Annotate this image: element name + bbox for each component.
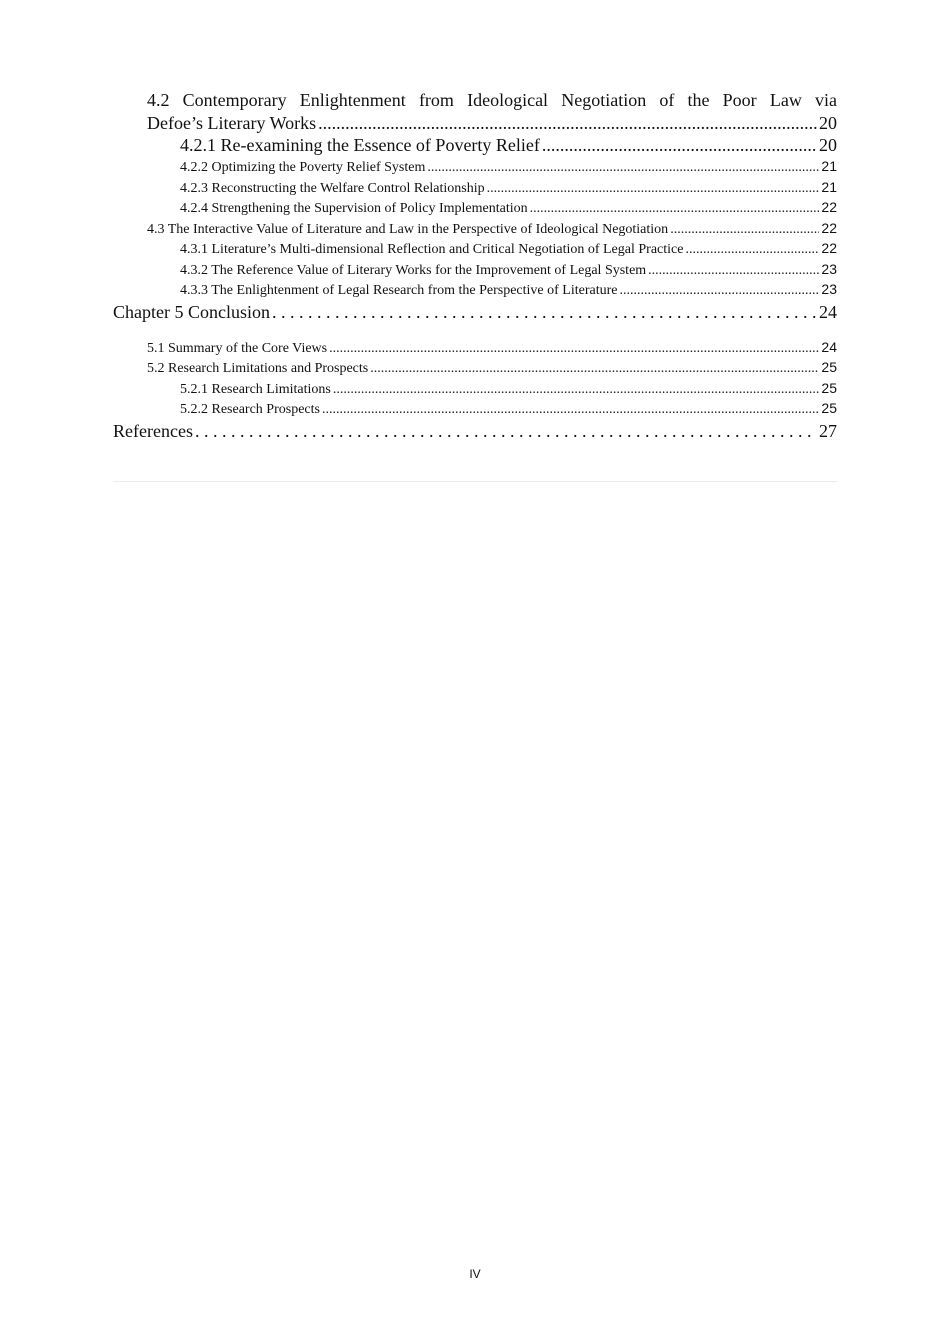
toc-entry-word: 4.2 <box>147 90 170 110</box>
toc-entry-word: Poor <box>722 90 757 110</box>
toc-page-number: 20 <box>819 135 837 155</box>
toc-leader-dots <box>685 242 819 258</box>
toc-entry-word: via <box>814 90 837 110</box>
toc-entry-title: 4.3.2 The Reference Value of Literary Works for the Improvement of Legal System <box>180 263 647 278</box>
toc-entry-title: 4.3.1 Literature’s Multi-dimensional Reflection and Critical Negotiation of Legal Practice <box>180 242 684 257</box>
toc-entry-5-2-1[interactable] <box>180 380 837 398</box>
toc-leader-dots <box>370 361 819 377</box>
toc-page-number: 21 <box>821 179 837 195</box>
toc-leader-dots <box>318 113 817 134</box>
toc-entry-4-3-1[interactable] <box>180 240 837 258</box>
toc-page-number: 22 <box>821 220 837 236</box>
toc-page-number: 22 <box>821 240 837 256</box>
toc-leader-dots <box>329 341 819 357</box>
toc-entry-word: the <box>687 90 710 110</box>
toc-entry-4-3[interactable] <box>147 220 837 238</box>
toc-entry-word: Contemporary <box>182 90 287 110</box>
toc-leader-dots <box>195 421 817 442</box>
toc-leader-dots <box>322 402 819 418</box>
toc-entry-5-2-2[interactable] <box>180 400 837 418</box>
toc-entry-title: 4.2.2 Optimizing the Poverty Relief System <box>180 160 426 175</box>
toc-page-number: 23 <box>821 261 837 277</box>
page-divider <box>113 481 837 482</box>
toc-entry-title: References <box>113 421 193 441</box>
toc-entry-word: Enlightenment <box>299 90 406 110</box>
toc-page-number: 24 <box>819 302 837 322</box>
toc-entry-4-2-1[interactable] <box>180 135 837 156</box>
toc-leader-dots <box>619 283 819 299</box>
toc-page-number: 25 <box>821 359 837 375</box>
toc-entry-title: Defoe’s Literary Works <box>147 113 317 133</box>
toc-page-number: 24 <box>821 339 837 355</box>
toc-leader-dots <box>272 302 817 323</box>
toc-entry-word: from <box>418 90 454 110</box>
toc-leader-dots <box>542 135 817 156</box>
toc-page-number: 21 <box>821 158 837 174</box>
toc-entry-title: 4.3.3 The Enlightenment of Legal Research from the Perspective of Literature <box>180 283 618 298</box>
toc-entry-title: 5.2 Research Limitations and Prospects <box>147 361 369 376</box>
toc-entry-4-3-3[interactable] <box>180 281 837 299</box>
toc-entry-word: Negotiation <box>561 90 647 110</box>
toc-leader-dots <box>427 160 819 176</box>
toc-entry-word: of <box>659 90 675 110</box>
toc-references[interactable] <box>113 421 837 442</box>
toc-entry-4-2[interactable] <box>147 113 837 134</box>
toc-entry-4-2-4[interactable] <box>180 199 837 217</box>
toc-entry-word: Law <box>769 90 802 110</box>
toc-page-number: 25 <box>821 380 837 396</box>
toc-page-number: 27 <box>819 421 837 441</box>
toc-leader-dots <box>670 222 819 238</box>
toc-leader-dots <box>648 263 819 279</box>
toc-entry-title: 4.3 The Interactive Value of Literature and Law in the Perspective of Ideological Negotiation <box>147 222 669 237</box>
toc-page-number: 20 <box>819 113 837 133</box>
toc-leader-dots <box>530 201 820 217</box>
toc-entry-word: Ideological <box>467 90 549 110</box>
page-number: IV <box>469 1267 481 1281</box>
toc-entry-4-2-line1 <box>147 90 837 111</box>
toc-entry-title: Chapter 5 Conclusion <box>113 302 270 322</box>
toc-leader-dots <box>487 181 820 197</box>
toc-page-number: 25 <box>821 400 837 416</box>
toc-entry-5-2[interactable] <box>147 359 837 377</box>
toc-entry-4-2-2[interactable] <box>180 158 837 176</box>
toc-entry-title: 4.2.1 Re-examining the Essence of Poverty Relief <box>180 135 540 155</box>
toc-entry-title: 5.2.2 Research Prospects <box>180 402 320 417</box>
toc-leader-dots <box>333 382 820 398</box>
toc-entry-5-1[interactable] <box>147 339 837 357</box>
toc-page-number: 22 <box>821 199 837 215</box>
toc-chapter-5[interactable] <box>113 302 837 323</box>
toc-entry-title: 4.2.3 Reconstructing the Welfare Control Relationship <box>180 181 485 196</box>
toc-entry-4-3-2[interactable] <box>180 261 837 279</box>
toc-entry-title: 5.2.1 Research Limitations <box>180 382 331 397</box>
toc-entry-title: 4.2.4 Strengthening the Supervision of Policy Implementation <box>180 201 528 216</box>
toc-entry-title: 5.1 Summary of the Core Views <box>147 341 328 356</box>
toc-page-number: 23 <box>821 281 837 297</box>
toc-entry-4-2-3[interactable] <box>180 179 837 197</box>
